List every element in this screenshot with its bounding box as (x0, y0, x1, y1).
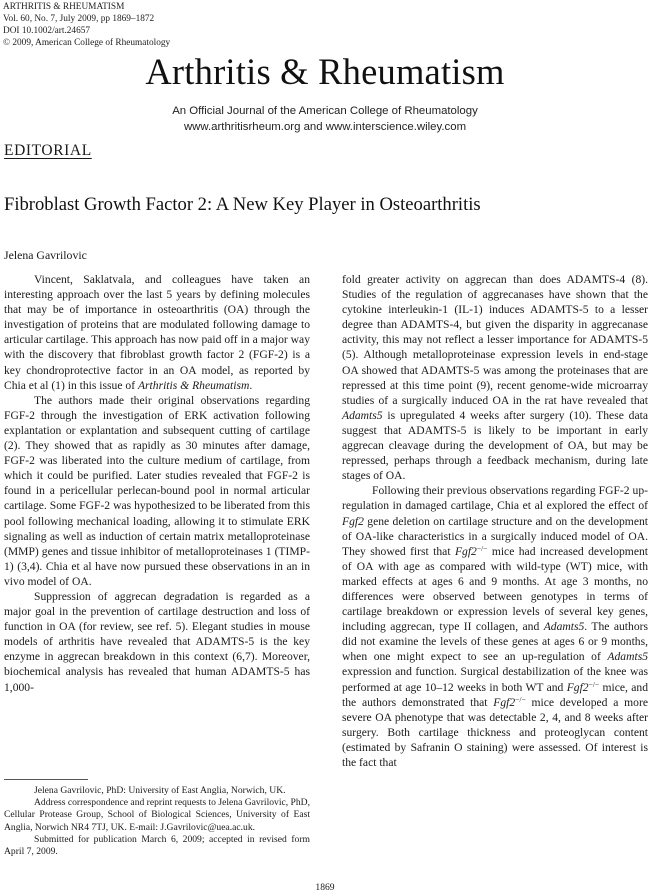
paragraph-continued: fold greater activity on aggrecan than does ADAMTS-4 (8). Studies of the regulation of aggrecanases have shown that the cytokine interleukin-1 (IL-1) induces ADAMTS-5 to a lesser degree than ADAMTS-4, but given the disparity in aggrecanase activity, this may not reflect a lesser importance for ADAMTS-5 (5). Although metalloproteinase expression levels in end-stage OA showed that ADAMTS-5 was among the proteinases that are repressed at this time point (9), recent genome-wide microarray studies of a surgically induced OA in the rat have revealed that Adamts5 is upregulated 4 weeks after surgery (10). These data suggest that ADAMTS-5 is likely to be important in early aggrecan cleavage during the development of OA, but may be repressed, perhaps through a feedback mechanism, during late stages of OA. (342, 273, 648, 483)
article-author: Jelena Gavrilovic (4, 248, 87, 262)
section-label: EDITORIAL (4, 142, 92, 159)
article-title: Fibroblast Growth Factor 2: A New Key Player in Osteoarthritis (4, 194, 481, 215)
page-number: 1869 (315, 882, 335, 893)
journal-subtitle: An Official Journal of the American College of Rheumatology (172, 105, 478, 117)
journal-subtitle-block (0, 103, 650, 135)
footnote-affiliation: Jelena Gavrilovic, PhD: University of East Anglia, Norwich, UK. (34, 785, 286, 796)
journal-running-head: ARTHRITIS & RHEUMATISM (3, 2, 125, 12)
footnotes (4, 785, 310, 858)
paragraph: Suppression of aggrecan degradation is regarded as a major goal in the prevention of cartilage destruction and loss of function in OA (for review, see ref. 5). Elegant studies in mouse models of arthritis have revealed that ADAMTS-5 is the key enzyme in aggrecan breakdown in this context (6,7). Moreover, biochemical analysis has revealed that human ADAMTS-5 has 1,000- (4, 589, 310, 694)
body-column-left (4, 272, 310, 695)
copyright: © 2009, American College of Rheumatology (3, 38, 171, 49)
article-metadata (3, 1, 170, 49)
gene-name: Fgf2 (566, 680, 589, 694)
knockout-superscript: −/− (476, 543, 488, 553)
body-column-right (342, 272, 648, 770)
gene-name: Adamts5 (607, 650, 648, 664)
gene-name: Adamts5 (543, 620, 585, 634)
paragraph: Following their previous observations regarding FGF-2 up-regulation in damaged cartilage, Chia et al explored the effect of Fgf2 gene deletion on cartilage structure and on the development of OA-like characteristics in a surgically induced model of OA. They showed first that Fgf2−/− mice had increased development of OA with age as compared with wild-type (WT) mice, with marked effects at ages 6 and 9 months. At age 3 months, no differences were observed between genotypes in terms of cartilage breakdown or expression levels of several key genes, including aggrecan, type II collagen, and Adamts5. The authors did not examine the levels of these genes at ages 6 or 9 months, when one might expect to see an up-regulation of Adamts5 expression and function. Surgical destabilization of the knee was performed at age 10–12 weeks in both WT and Fgf2−/− mice, and the authors demonstrated that Fgf2−/− mice developed a more severe OA phenotype that was detectable 2, 4, and 8 weeks after surgery. Both cartilage thickness and proteoglycan content (estimated by Safranin O staining) were assessed. Of interest is the fact that (342, 484, 648, 769)
doi: DOI 10.1002/art.24657 (3, 26, 91, 37)
volume-info: Vol. 60, No. 7, July 2009, pp 1869–1872 (3, 14, 155, 25)
knockout-superscript: −/− (515, 694, 526, 704)
gene-name: Fgf2 (454, 544, 477, 558)
journal-title: Arthritis & Rheumatism (145, 51, 505, 92)
footnote-submission: Submitted for publication March 6, 2009; accepted in revised form April 7, 2009. (4, 833, 310, 858)
gene-name: Adamts5 (342, 408, 383, 422)
knockout-superscript: −/− (588, 679, 600, 689)
paragraph: The authors made their original observations regarding FGF-2 through the investigation of ERK activation following explantation or explantation and subsequent cutting of cartilage (2). They showed that as rapidly as 30 minutes after damage, FGF-2 was liberated into the culture medium of cartilage, from which it could be purified. Later studies revealed that FGF-2 is found in a pericellular perlecan-bound pool in normal articular cartilage. Some FGF-2 was hypothesized to be liberated from this pool following mechanical loading, allowing it to stimulate ERK signaling as well as induction of certain matrix metalloproteinase (MMP) genes and tissue inhibitor of metalloproteinases 1 (TIMP-1) (3,4). Chia et al have now pursued these observations in an in vivo model of OA. (4, 393, 310, 588)
paragraph: Vincent, Saklatvala, and colleagues have taken an interesting approach over the last 5 years by defining molecules that may be of importance in osteoarthritis (OA) through the investigation of proteins that are modulated following damage to articular cartilage. This approach has now paid off in a major way with the discovery that fibroblast growth factor 2 (FGF-2) is a key chondroprotective factor in an OA model, as reported by Chia et al (1) in this issue of Arthritis & Rheumatism. (4, 273, 310, 392)
journal-name-italic: Arthritis & Rheumatism (137, 378, 250, 392)
journal-urls: www.arthritisrheum.org and www.interscience.wiley.com (183, 121, 467, 133)
footnote-divider (4, 779, 88, 780)
footnote-correspondence: Address correspondence and reprint requests to Jelena Gavrilovic, PhD, Cellular Protease Group, School of Biological Sciences, University of East Anglia, Norwich NR4 7TJ, UK. E-mail: J.Gavrilovic@uea.ac.uk. (4, 797, 311, 833)
gene-name: Fgf2 (493, 695, 516, 709)
gene-name: Fgf2 (342, 514, 364, 528)
